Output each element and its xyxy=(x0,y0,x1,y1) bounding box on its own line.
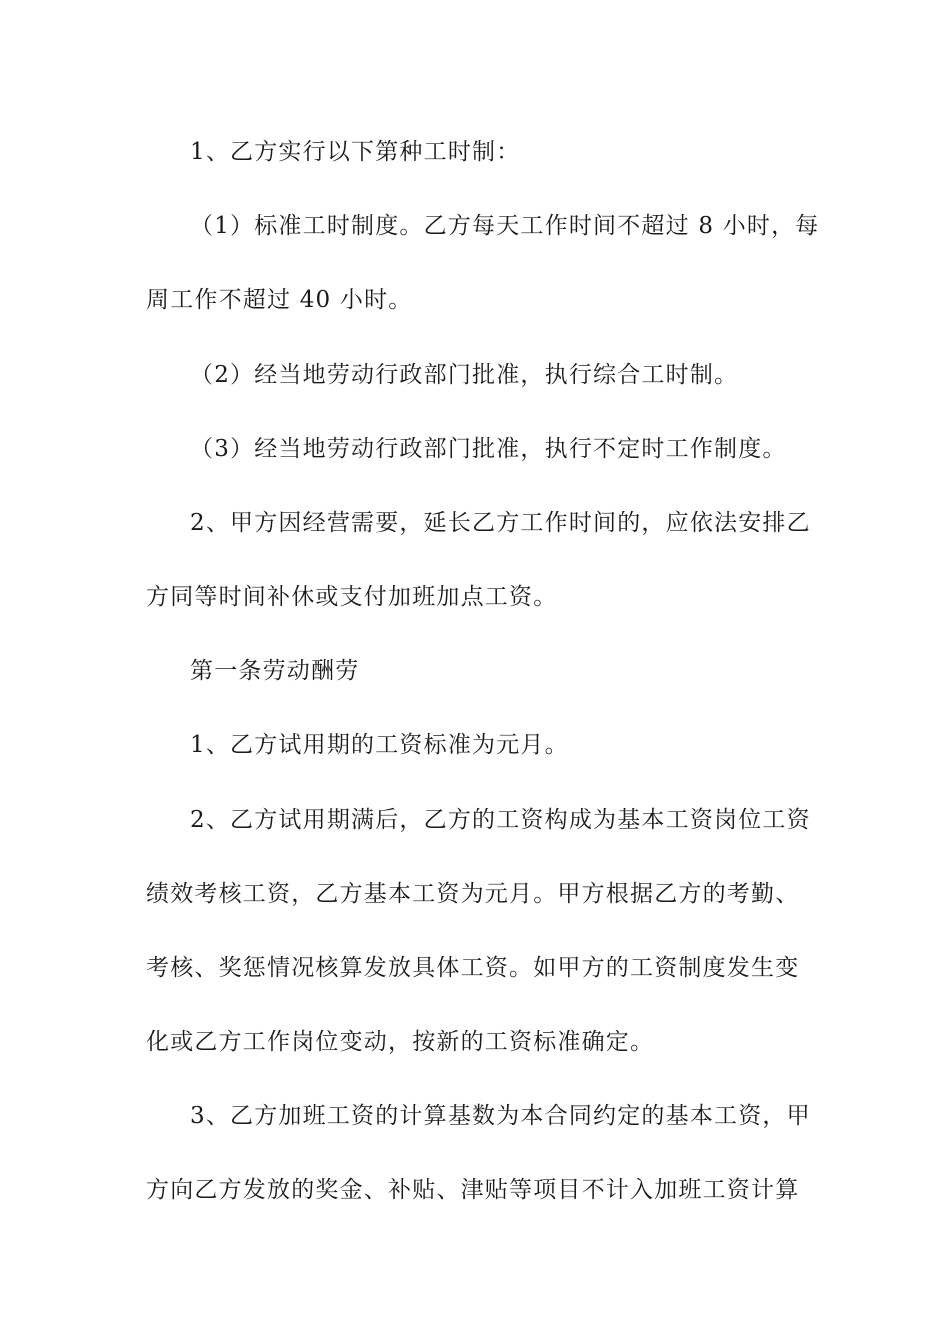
overtime-pay-base-line-2: 方向乙方发放的奖金、补贴、津贴等项目不计入加班工资计算 xyxy=(146,1177,800,1203)
standard-hours-item-line-1: （1）标准工时制度。乙方每天工作时间不超过 8 小时，每 xyxy=(190,213,820,239)
salary-structure-line-1: 2、乙方试用期满后，乙方的工资构成为基本工资岗位工资 xyxy=(190,807,811,833)
probation-salary-clause: 1、乙方试用期的工资标准为元月。 xyxy=(190,732,569,758)
clause-working-hours-intro: 1、乙方实行以下第种工时制： xyxy=(190,139,521,165)
comprehensive-hours-item: （2）经当地劳动行政部门批准，执行综合工时制。 xyxy=(190,362,739,388)
standard-hours-item-line-2: 周工作不超过 40 小时。 xyxy=(146,287,413,313)
flexible-hours-item: （3）经当地劳动行政部门批准，执行不定时工作制度。 xyxy=(190,436,787,462)
overtime-clause-line-1: 2、甲方因经营需要，延长乙方工作时间的，应依法安排乙 xyxy=(190,510,811,536)
salary-structure-line-3: 考核、奖惩情况核算发放具体工资。如甲方的工资制度发生变 xyxy=(146,955,800,981)
salary-structure-line-4: 化或乙方工作岗位变动，按新的工资标准确定。 xyxy=(146,1029,655,1055)
salary-structure-line-2: 绩效考核工资，乙方基本工资为元月。甲方根据乙方的考勤、 xyxy=(146,881,800,907)
overtime-clause-line-2: 方同等时间补休或支付加班加点工资。 xyxy=(146,584,558,610)
overtime-pay-base-line-1: 3、乙方加班工资的计算基数为本合同约定的基本工资，甲 xyxy=(190,1103,811,1129)
section-heading-remuneration: 第一条劳动酬劳 xyxy=(190,658,360,684)
